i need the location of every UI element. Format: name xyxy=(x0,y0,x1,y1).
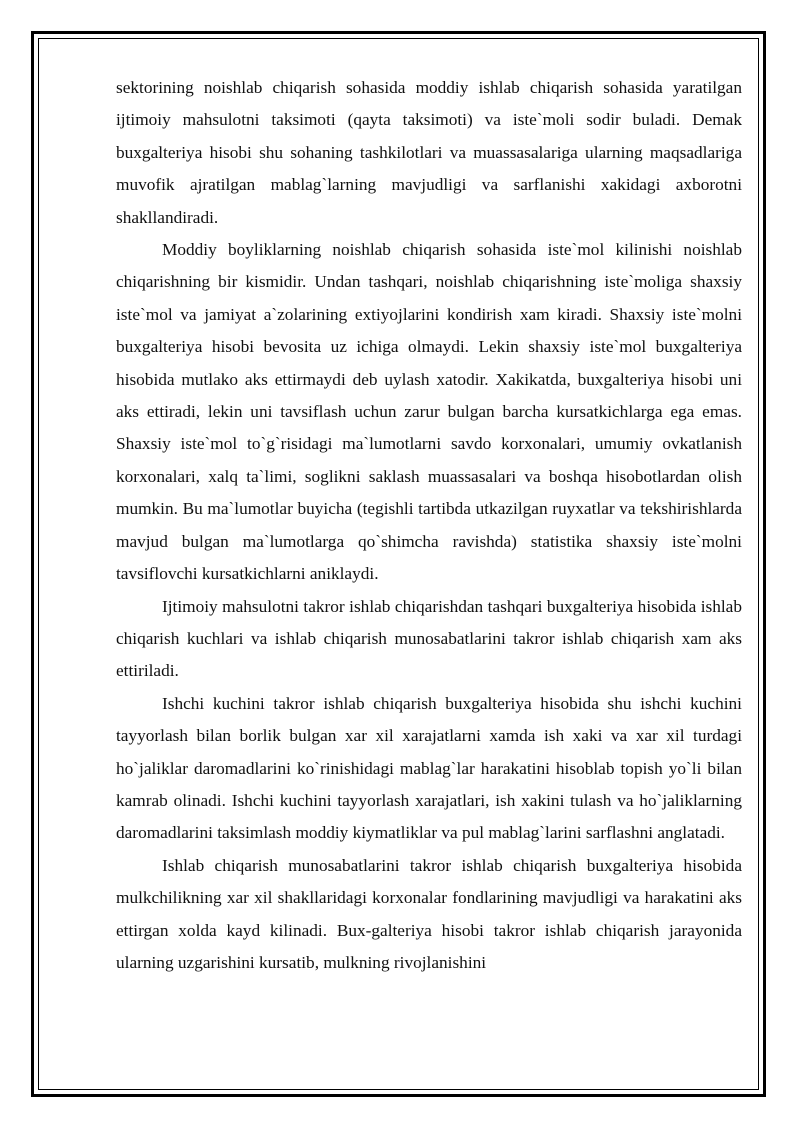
paragraph-2: Moddiy boyliklarning noishlab chiqarish sohasida iste`mol kilinishi noishlab chiqarishning bir kismidir. Undan tashqari, noishlab chiqarishning iste`moliga shaxsiy iste`mol va jamiyat a`zolarining extiyojlarini kondirish xam kiradi. Shaxsiy iste`molni buxgalteriya hisobi bevosita uz ichiga olmaydi. Lekin shaxsiy iste`mol buxgalteriya hisobida mutlako aks ettirmaydi deb uylash xatodir. Xakikatda, buxgalteriya hisobi uni aks ettiradi, lekin uni tavsiflash uchun zarur bulgan barcha kursatkichlarga ega emas. Shaxsiy iste`mol to`g`risidagi ma`lumotlarni savdo korxonalari, umumiy ovkatlanish korxonalari, xalq ta`limi, soglikni saklash muassasalari va boshqa hisobotlardan olish mumkin. Bu ma`lumotlar buyicha (tegishli tartibda utkazilgan ruyxatlar va tekshirishlarda mavjud bulgan ma`lumotlarga qo`shimcha ravishda) statistika shaxsiy iste`molni tavsiflovchi kursatkichlarni aniklaydi. xyxy=(116,240,742,584)
paragraph-1: sektorining noishlab chiqarish sohasida moddiy ishlab chiqarish sohasida yaratilgan ijtimoiy mahsulotni taksimoti (qayta taksimoti) va iste`moli sodir buladi. Demak buxgalteriya hisobi shu sohaning tashkilotlari va muassasalariga ularning maqsadlariga muvofik ajratilgan mablag`larning mavjudligi va sarflanishi xakidagi axborotni shakllandiradi. xyxy=(116,78,742,227)
document-body xyxy=(116,72,742,979)
paragraph-3: Ijtimoiy mahsulotni takror ishlab chiqarishdan tashqari buxgalteriya hisobida ishlab chiqarish kuchlari va ishlab chiqarish munosabatlarini takror ishlab chiqarish xam aks ettiriladi. xyxy=(116,596,742,681)
paragraph-5: Ishlab chiqarish munosabatlarini takror ishlab chiqarish buxgalteriya hisobida mulkchilikning xar xil shakllaridagi korxonalar fondlarining mavjudligi va harakatini aks ettirgan xolda kayd kilinadi. Bux-galteriya hisobi takror ishlab chiqarish jarayonida ularning uzgarishini kursatib, mulkning rivojlanishini xyxy=(116,855,742,972)
paragraph-4: Ishchi kuchini takror ishlab chiqarish buxgalteriya hisobida shu ishchi kuchini tayyorlash bilan borlik bulgan xar xil xarajatlarni xamda ish xaki va xar xil turdagi ho`jaliklar daromadlarini ko`rinishidagi mablag`lar harakatini hisoblab topish yo`li bilan kamrab olinadi. Ishchi kuchini tayyorlash xarajatlari, ish xakini tulash va ho`jaliklarning daromadlarini taksimlash moddiy kiymatliklar va pul mablag`larini sarflashni anglatadi. xyxy=(116,693,742,843)
